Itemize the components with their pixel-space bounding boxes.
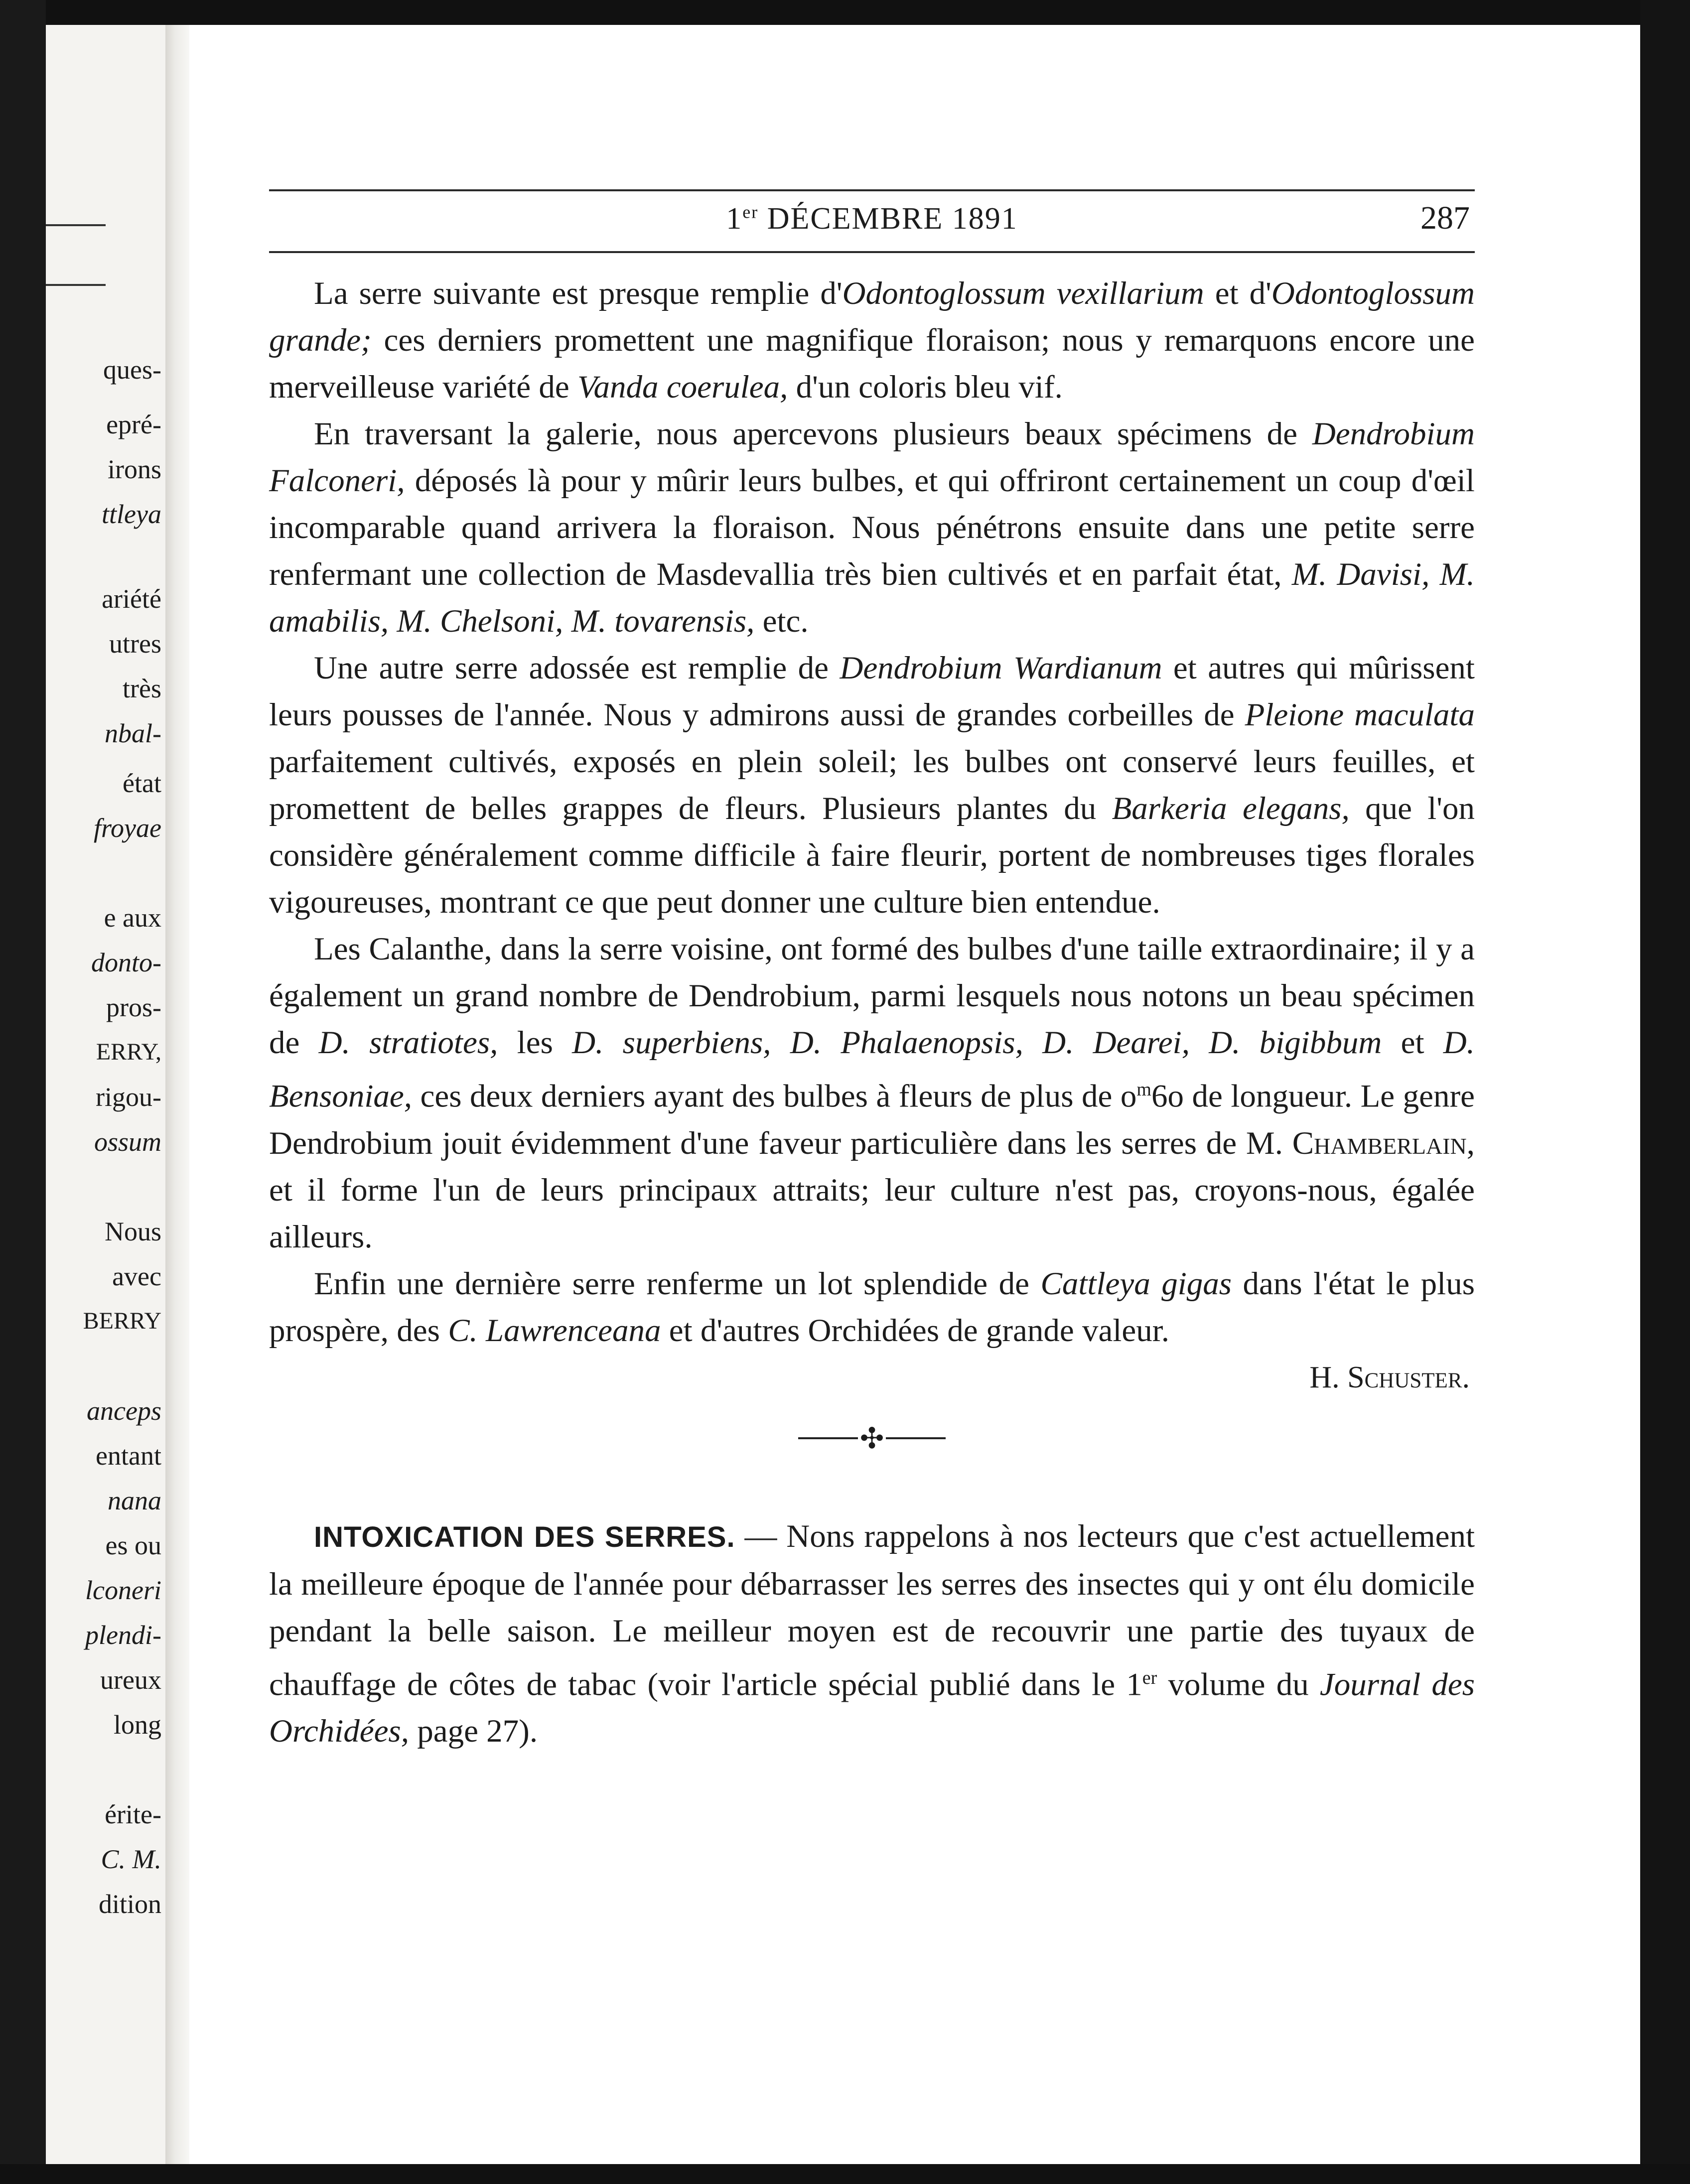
facing-page-line: entant <box>96 1441 161 1471</box>
scan-border-top <box>0 0 1690 25</box>
facing-page-line: epré- <box>106 410 161 439</box>
facing-page-line: dition <box>98 1889 161 1919</box>
section-ornament <box>269 1406 1475 1468</box>
page <box>189 25 1640 2164</box>
paragraph-2: En traversant la galerie, nous apercevons plusieurs beaux spécimens de Dendrobium Falconeri, déposés là pour y mûrir leurs bulbes, et qui offriront certainement un coup d'œil incomparable quand arrivera la floraison. Nous pénétrons ensuite dans une petite serre renfermant une collection de Masdevallia très bien cultivés et en parfait état, M. Davisi, M. amabilis, M. Chelsoni, M. tovarensis, etc. <box>269 416 1475 639</box>
facing-page-line: lconeri <box>85 1575 161 1605</box>
facing-page-line: rigou- <box>96 1082 161 1112</box>
facing-page-line: nana <box>108 1486 161 1515</box>
facing-page-line: es ou <box>105 1530 161 1560</box>
page-number: 287 <box>1420 200 1470 236</box>
facing-page-strip <box>46 25 165 2164</box>
facing-page-line: long <box>113 1710 161 1740</box>
facing-page-line: nbal- <box>105 718 161 748</box>
facing-page-rule <box>46 224 106 226</box>
header-bottom-rule <box>269 251 1475 253</box>
facing-page-line: érite- <box>105 1799 161 1829</box>
facing-page-line: C. M. <box>101 1844 161 1874</box>
running-head-date: 1er DÉCEMBRE 1891 <box>726 202 1018 236</box>
paragraph-5: Enfin une dernière serre renferme un lot splendide de Cattleya gigas dans l'état le plus prospère, des C. Lawrenceana et d'autres Orchidées de grande valeur. <box>269 1265 1475 1349</box>
facing-page-line: pros- <box>106 992 161 1022</box>
facing-page-line: avec <box>112 1261 161 1291</box>
scan-border-right <box>1640 0 1690 2184</box>
facing-page-line: e aux <box>104 903 161 933</box>
paragraph-3: Une autre serre adossée est remplie de Dendrobium Wardianum et autres qui mûrissent leurs pousses de l'année. Nous y admirons aussi de grandes corbeilles de Pleione maculata parfaitement cultivés, exposés en plein soleil; les bulbes ont conservé leurs feuilles, et promettent de belles grappes de fleurs. Plusieurs plantes du Barkeria elegans, que l'on considère généralement comme difficile à faire fleurir, portent de nombreuses tiges florales vigoureuses, montrant ce que peut donner une culture bien entendue. <box>269 650 1475 920</box>
facing-page-line: ossum <box>94 1127 161 1157</box>
facing-page-line: ERRY, <box>96 1039 161 1065</box>
facing-page-line: irons <box>108 454 161 484</box>
facing-page-line: très <box>123 674 161 703</box>
page-content <box>269 189 1475 1755</box>
facing-page-rule <box>46 284 106 286</box>
article-intoxication: INTOXICATION DES SERRES. — Nons rappelons à nos lecteurs que c'est actuellement la meilleure époque de l'année pour débarrasser les serres des insectes qui y ont élu domicile pendant la belle saison. Le meilleur moyen est de recouvrir une partie des tuyaux de chauffage de côtes de tabac (voir l'article spécial publié dans le 1er volume du Journal des Orchidées, page 27). <box>269 1518 1475 1750</box>
facing-page-line: anceps <box>87 1396 161 1426</box>
facing-page-line: ureux <box>100 1665 161 1695</box>
article-heading: INTOXICATION DES SERRES. <box>314 1520 735 1553</box>
facing-page-line: Nous <box>104 1217 161 1246</box>
facing-page-line: plendi- <box>85 1620 161 1650</box>
scan-border-bottom <box>0 2164 1690 2184</box>
ornament-icon: ✣ <box>859 1421 884 1455</box>
facing-page-line: froyae <box>94 813 161 843</box>
paragraph-4: Les Calanthe, dans la serre voisine, ont formé des bulbes d'une taille extraordinaire; il y a également un grand nombre de Dendrobium, parmi lesquels nous notons un beau spécimen de D. stratiotes, les D. superbiens, D. Phalaenopsis, D. Dearei, D. bigibbum et D. Bensoniae, ces deux derniers ayant des bulbes à fleurs de plus de $o^m6o$ de longueur. Le genre Dendrobium jouit évidemment d'une faveur particulière dans les serres de M. Chamberlain, et il forme l'un de leurs principaux attraits; leur culture n'est pas, croyons-nous, égalée ailleurs. <box>269 931 1475 1255</box>
facing-page-line: ariété <box>102 584 161 614</box>
running-head <box>269 191 1475 251</box>
facing-page-line: utres <box>109 629 161 659</box>
facing-page-line: état <box>123 768 161 798</box>
author-signature: H. Schuster. <box>1309 1360 1470 1394</box>
facing-page-line: donto- <box>91 948 161 977</box>
scan-border-left <box>0 0 46 2184</box>
facing-page-line: BERRY <box>83 1308 161 1334</box>
book-spine <box>165 25 189 2164</box>
paragraph-1: La serre suivante est presque remplie d'Odontoglossum vexillarium et d'Odontoglossum grande; ces derniers promettent une magnifique floraison; nous y remarquons encore une merveilleuse variété de Vanda coerulea, d'un coloris bleu vif. <box>269 275 1475 405</box>
facing-page-line: ttleya <box>102 499 161 529</box>
facing-page-line: ques- <box>103 355 161 385</box>
